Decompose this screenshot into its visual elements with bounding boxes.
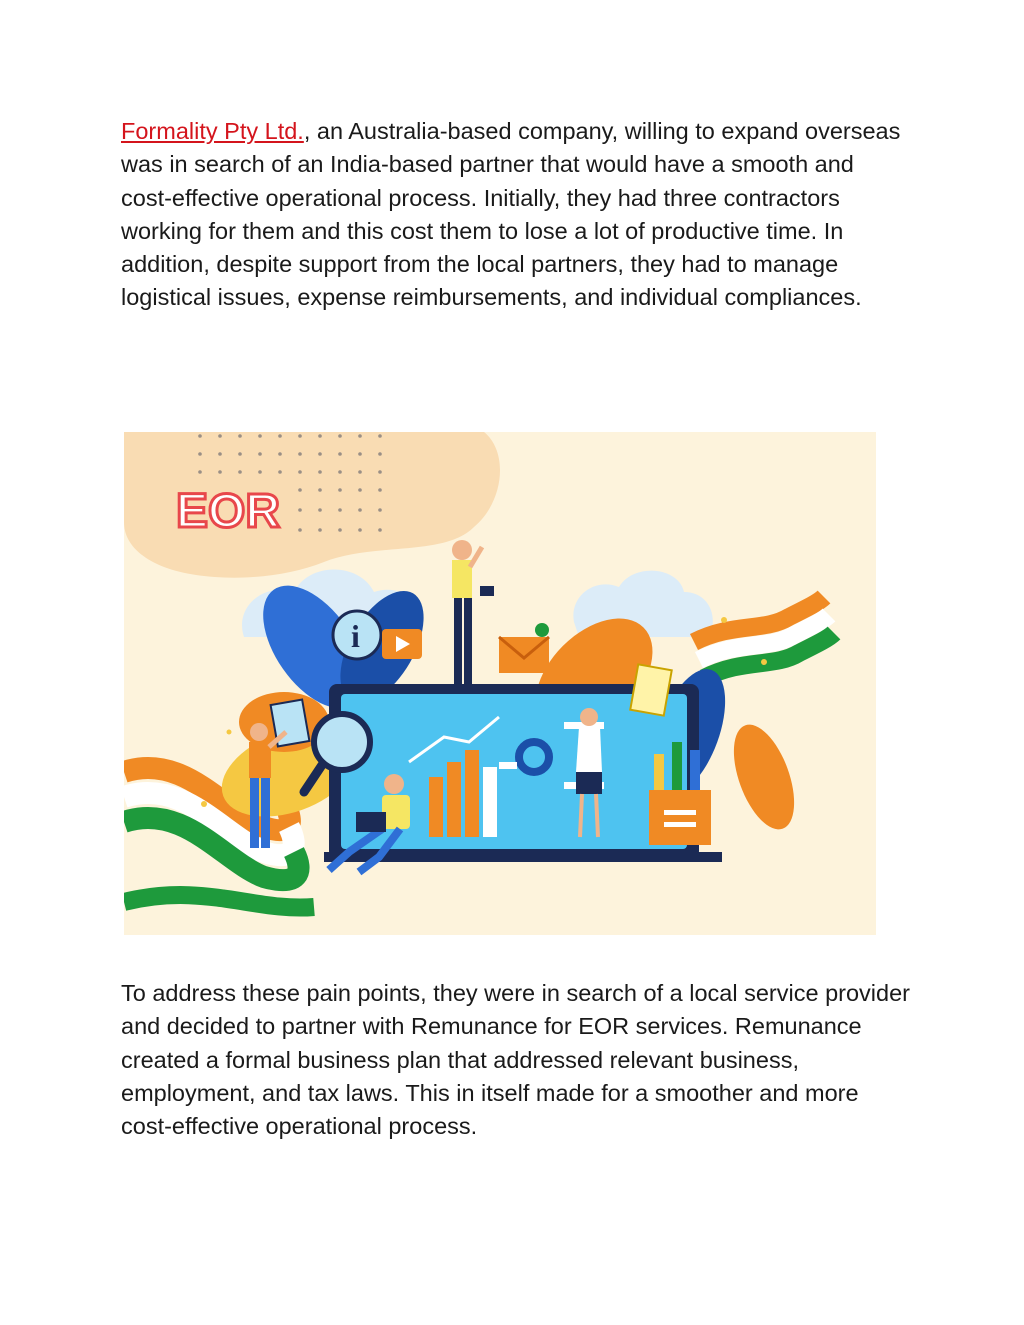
outro-paragraph: To address these pain points, they were in search of a local service provider and decided to partner with Remunance for EOR services. Remunance created a formal business plan that addressed relevant business, employment, and tax laws. This in itself made for a smoother and more cost-effective operational process. <box>121 980 910 1140</box>
intro-text: , an Australia-based company, willing to expand overseas was in search of an India-based partner that would have a smooth and cost-effective operational process. Initially, they had three contractors working for them and this cost them to lose a lot of productive time. In addition, despite support from the local partners, they had to manage logistical issues, expense reimbursements, and individual compliances. <box>121 118 901 311</box>
intro-paragraph <box>121 115 911 315</box>
formality-link[interactable]: Formality Pty Ltd. <box>121 118 304 144</box>
document-right <box>630 664 671 715</box>
eor-illustration <box>124 432 876 935</box>
pencil-cup <box>649 790 711 845</box>
svg-text:i: i <box>351 618 360 654</box>
eor-logo: EOR <box>176 485 281 538</box>
